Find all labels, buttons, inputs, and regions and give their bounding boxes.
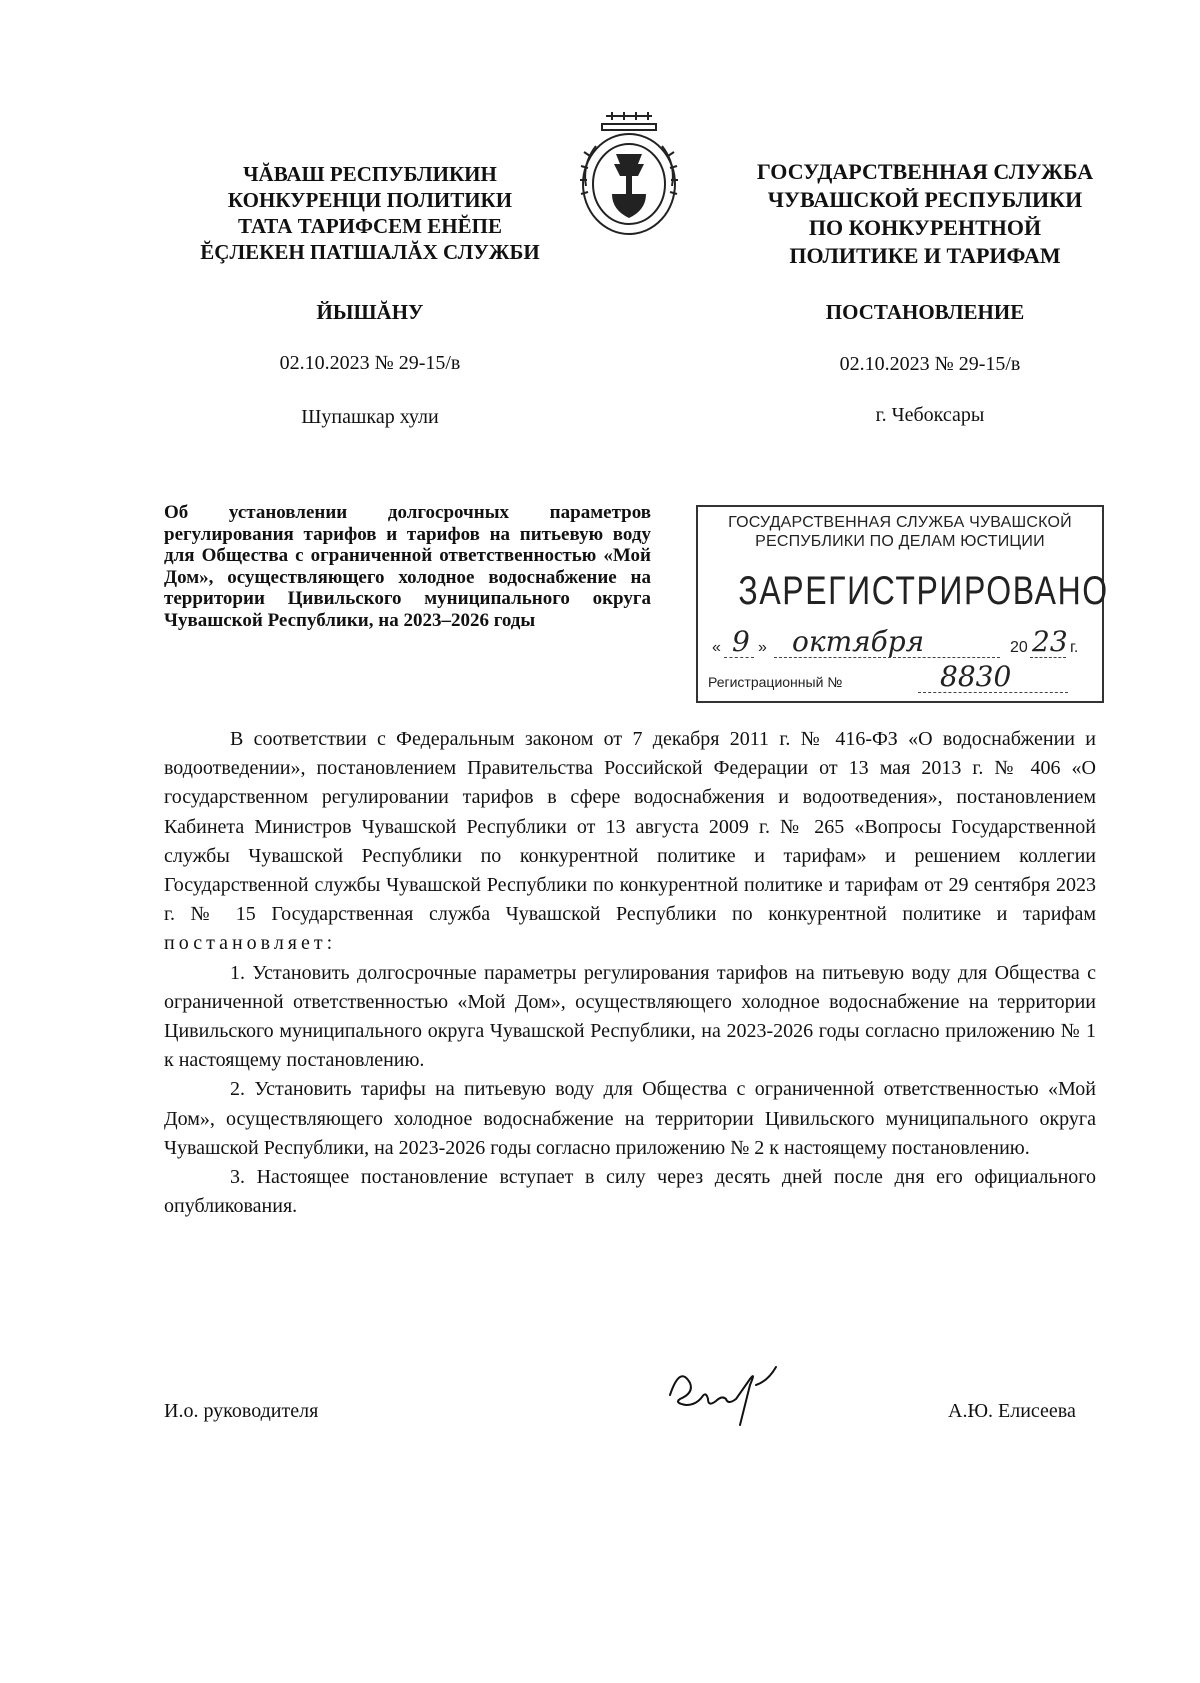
- handwritten-signature-icon: [664, 1355, 794, 1435]
- paragraph-item-2: 2. Установить тарифы на питьевую воду для Общества с ограниченной ответственностью «Мой Дом», осуществляющего холодное водоснабжение на территории Цивильского муниципального округа Чувашской Республики, на 2023-2026 годы согласно приложению № 2 к настоящему постановлению.: [164, 1078, 1096, 1159]
- stamp-year-prefix: 20: [1010, 639, 1028, 656]
- stamp-quote-close: »: [758, 639, 767, 656]
- stamp-quote-open: «: [712, 639, 721, 656]
- header-left-line-3: ТАТА ТАРИФСЕМ ЕНĔПЕ: [238, 214, 502, 238]
- stamp-reg-label: Регистрационный №: [708, 674, 843, 690]
- header-left-line-4: ĔÇЛЕКЕН ПАТШАЛĂХ СЛУЖБИ: [200, 240, 540, 264]
- city-chuvash: Шупашкар хули: [301, 406, 439, 428]
- stamp-year-g: г.: [1070, 639, 1079, 656]
- paragraph-preamble: [164, 725, 1096, 959]
- city-russian: г. Чебоксары: [875, 404, 985, 426]
- stamp-date: [712, 625, 1092, 661]
- doc-type-russian: ПОСТАНОВЛЕНИЕ: [825, 300, 1025, 324]
- doc-number-russian: 02.10.2023 № 29-15/в: [839, 353, 1021, 375]
- header-left-line-1: ЧĂВАШ РЕСПУБЛИКИН: [243, 162, 497, 186]
- header-chuvash: [170, 161, 570, 265]
- header-right-line-1: ГОСУДАРСТВЕННАЯ СЛУЖБА: [756, 159, 1094, 184]
- preamble-decree-word: постановляет:: [164, 932, 337, 955]
- stamp-reg-number: 8830: [940, 660, 1012, 693]
- stamp-registration-number: [708, 660, 1098, 698]
- stamp-org-line-1: ГОСУДАРСТВЕННАЯ СЛУЖБА ЧУВАШСКОЙ: [728, 514, 1072, 531]
- paragraph-item-3: 3. Настоящее постановление вступает в силу через десять дней после дня его официального опубликования.: [164, 1166, 1096, 1218]
- document-title: Об установлении долгосрочных параметров регулирования тарифов и тарифов на питьевую воду для Общества с ограниченной ответственностью «Мой Дом», осуществляющего холодное водоснабжение на территории Цивильского муниципального округа Чувашской Республики, на 2023–2026 годы: [164, 502, 651, 631]
- stamp-org-line-2: РЕСПУБЛИКИ ПО ДЕЛАМ ЮСТИЦИИ: [755, 533, 1045, 550]
- paragraph-item-1: 1. Установить долгосрочные параметры регулирования тарифов на питьевую воду для Общества с ограниченной ответственностью «Мой Дом», осуществляющего холодное водоснабжение на территории Цивильского муниципального округа Чувашской Республики, на 2023-2026 годы согласно приложению № 1 к настоящему постановлению.: [164, 961, 1096, 1072]
- stamp-day: 9: [732, 625, 750, 658]
- stamp-registered: ЗАРЕГИСТРИРОВАНО: [738, 569, 1109, 613]
- registration-stamp: [696, 505, 1109, 703]
- doc-type-chuvash: ЙЫШĂНУ: [316, 300, 424, 324]
- coat-of-arms-icon: [572, 110, 686, 238]
- signatory-name: А.Ю. Елисеева: [948, 1400, 1076, 1422]
- document-body: [164, 725, 1096, 1221]
- stamp-organization: [698, 513, 1102, 551]
- stamp-year-suffix: 23: [1032, 625, 1068, 658]
- header-right-line-2: ЧУВАШСКОЙ РЕСПУБЛИКИ: [767, 187, 1083, 212]
- header-left-line-2: КОНКУРЕНЦИ ПОЛИТИКИ: [227, 188, 513, 212]
- header-right-line-4: ПОЛИТИКЕ И ТАРИФАМ: [789, 243, 1061, 268]
- preamble-text: В соответствии с Федеральным законом от 7 декабря 2011 г. № 416-ФЗ «О водоснабжении и водоотведении», постановлением Правительства Российской Федерации от 13 мая 2013 г. № 406 «О государственном регулировании тарифов в сфере водоснабжения и водоотведения», постановлением Кабинета Министров Чувашской Республики от 13 августа 2009 г. № 265 «Вопросы Государственной службы Чувашской Республики по конкурентной политике и тарифам» и решением коллегии Государственной службы Чувашской Республики по конкурентной политике и тарифам от 29 сентября 2023 г. № 15 Государственная служба Чувашской Республики по конкурентной политике и тарифам: [164, 728, 1096, 926]
- doc-number-chuvash: 02.10.2023 № 29-15/в: [279, 352, 461, 374]
- signatory-position: И.о. руководителя: [164, 1400, 319, 1422]
- stamp-month: октября: [792, 625, 925, 658]
- header-russian: [710, 158, 1140, 270]
- header-right-line-3: ПО КОНКУРЕНТНОЙ: [808, 215, 1042, 240]
